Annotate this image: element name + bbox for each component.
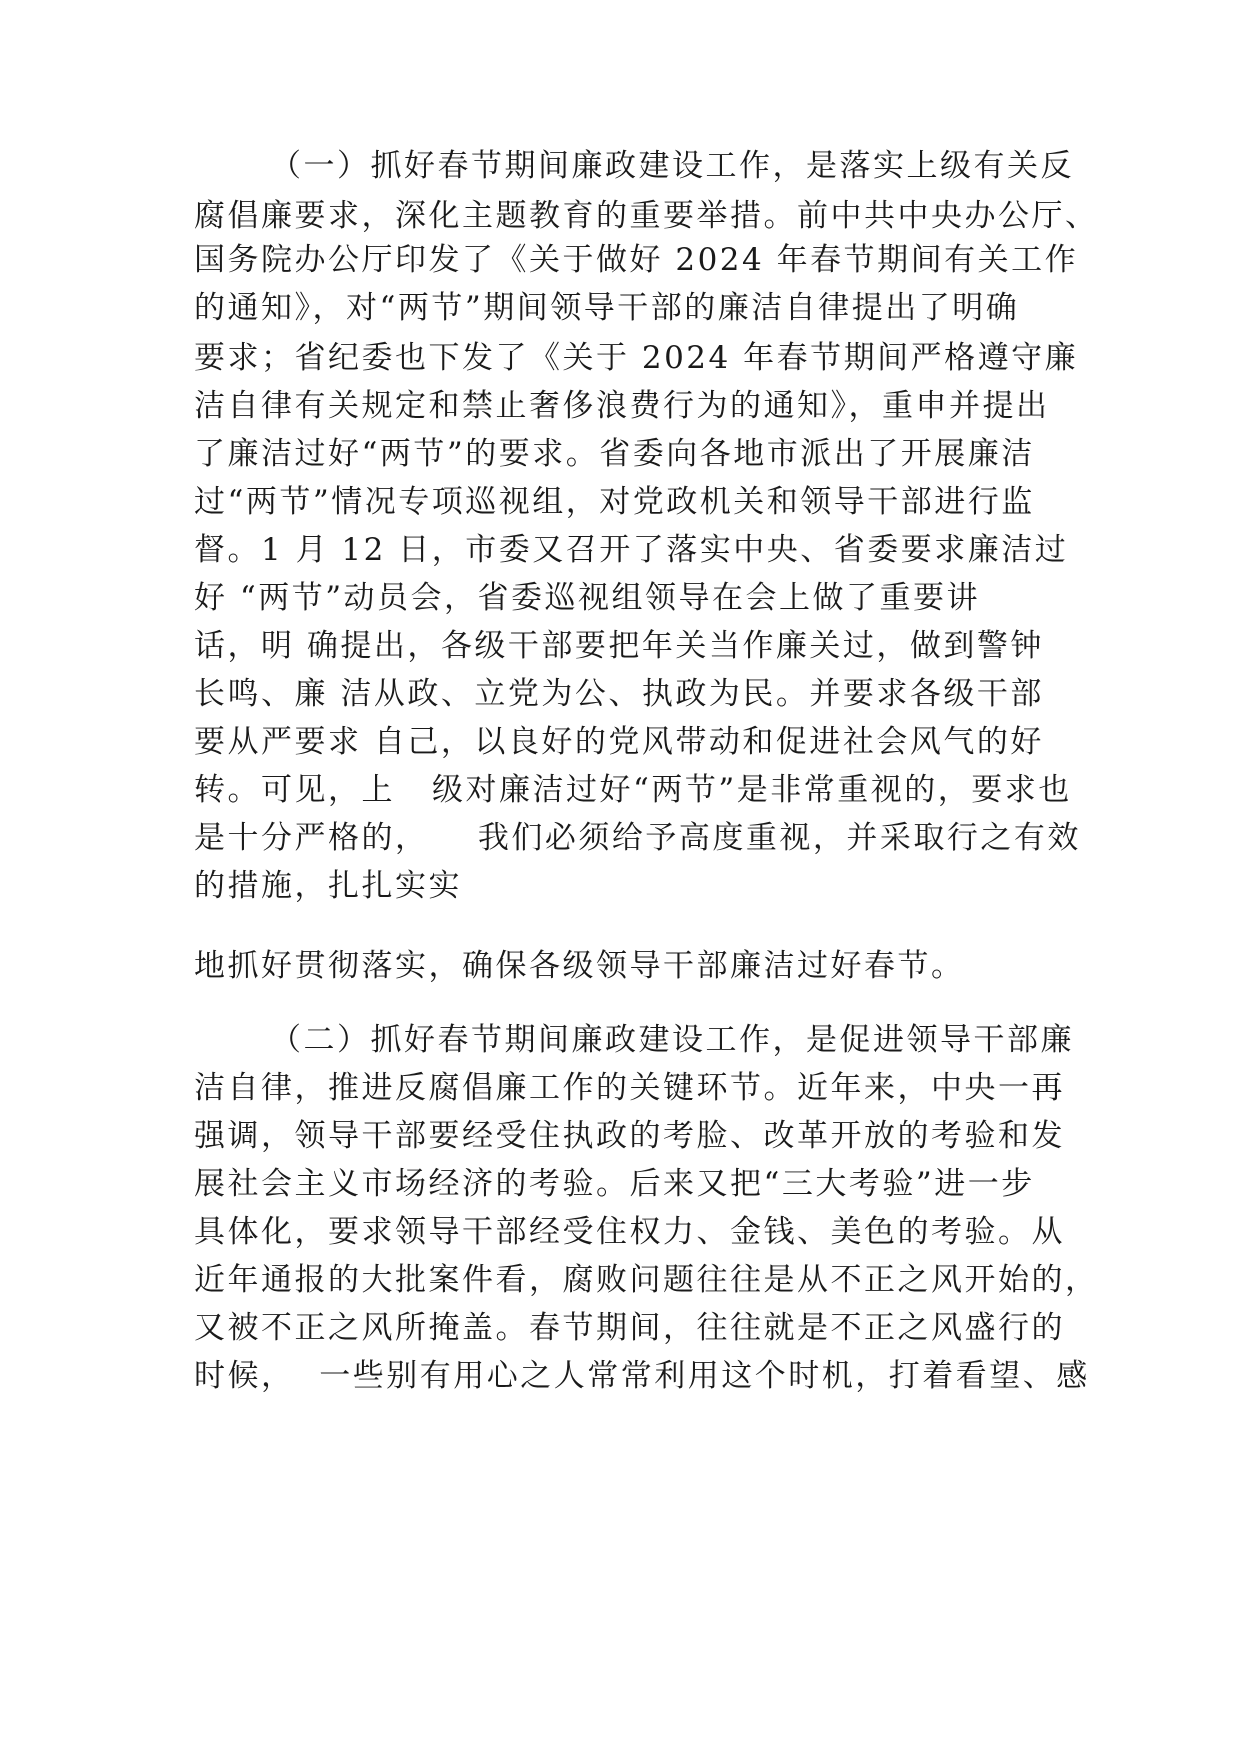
- paragraph-2-line-4: 展社会主义市场经济的考验。后来又把“三大考验”进一步: [194, 1166, 1035, 1202]
- paragraph-2-line-1: （二）抓好春节期间廉政建设工作，是促进领导干部廉: [270, 1022, 1074, 1058]
- paragraph-2-line-8: 时候， 一些别有用心之人常常利用这个时机，打着看望、感: [194, 1358, 1090, 1394]
- paragraph-1-line-12: 长鸣、廉 洁从政、立党为公、执政为民。并要求各级干部: [194, 676, 1044, 712]
- paragraph-1-line-10: 好 “两节”动员会，省委巡视组领导在会上做了重要讲: [194, 580, 981, 616]
- paragraph-1-line-16: 的措施，扎扎实实: [194, 868, 462, 904]
- paragraph-2-line-5: 具体化，要求领导干部经受住权力、金钱、美色的考验。从: [194, 1214, 1065, 1250]
- paragraph-1-line-2: 腐倡廉要求，深化主题教育的重要举措。前中共中央办公厅、: [194, 198, 1099, 234]
- paragraph-1-line-11: 话，明 确提出，各级干部要把年关当作廉关过，做到警钟: [194, 628, 1044, 664]
- paragraph-1-line-1: （一）抓好春节期间廉政建设工作，是落实上级有关反: [270, 148, 1074, 184]
- paragraph-1-line-8: 过“两节”情况专项巡视组，对党政机关和领导干部进行监: [194, 484, 1035, 520]
- paragraph-1-line-5: 要求；省纪委也下发了《关于 2024 年春节期间严格遵守廉: [194, 340, 1079, 376]
- paragraph-1-line-7: 了廉洁过好“两节”的要求。省委向各地市派出了开展廉洁: [194, 436, 1035, 472]
- paragraph-2-line-7: 又被不正之风所掩盖。春节期间，往往就是不正之风盛行的: [194, 1310, 1065, 1346]
- paragraph-1-line-3: 国务院办公厅印发了《关于做好 2024 年春节期间有关工作: [194, 242, 1079, 278]
- paragraph-2-line-2: 洁自律，推进反腐倡廉工作的关键环节。近年来，中央一再: [194, 1070, 1065, 1106]
- paragraph-1-line-4: 的通知》，对“两节”期间领导干部的廉洁自律提出了明确: [194, 290, 1020, 326]
- paragraph-1-line-13: 要从严要求 自己，以良好的党风带动和促进社会风气的好: [194, 724, 1044, 760]
- paragraph-1-line-9: 督。1 月 12 日，市委又召开了落实中央、省委要求廉洁过: [194, 532, 1069, 568]
- paragraph-1-line-15: 是十分严格的， 我们必须给予高度重视，并采取行之有效: [194, 820, 1081, 856]
- paragraph-1-line-17: 地抓好贯彻落实，确保各级领导干部廉洁过好春节。: [194, 948, 965, 984]
- paragraph-1-line-14: 转。可见，上 级对廉洁过好“两节”是非常重视的，要求也: [194, 772, 1072, 808]
- paragraph-1-line-6: 洁自律有关规定和禁止奢侈浪费行为的通知》，重申并提出: [194, 388, 1050, 424]
- paragraph-2-line-6: 近年通报的大批案件看，腐败问题往往是从不正之风开始的，: [194, 1262, 1099, 1298]
- paragraph-2-line-3: 强调，领导干部要经受住执政的考脸、改革开放的考验和发: [194, 1118, 1065, 1154]
